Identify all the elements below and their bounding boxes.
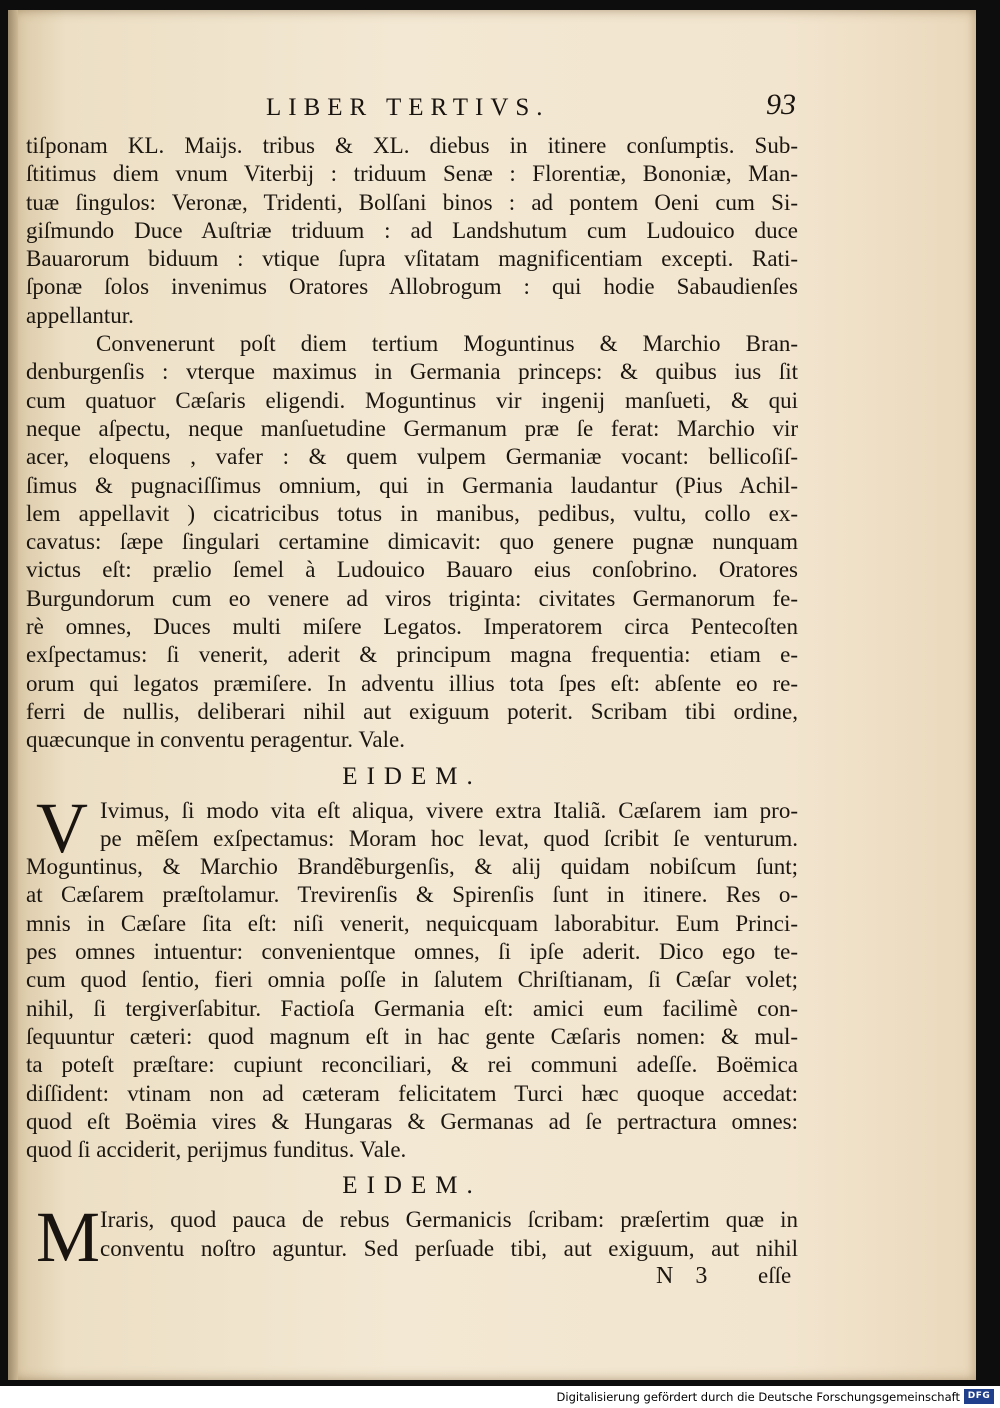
text-line: victus eſt: prælio ſemel à Ludouico Bauaro eius conſobrino. Oratores [26,557,798,583]
dfg-logo: DFG [964,1389,994,1404]
text-block [26,132,798,1293]
text-line: mnis in Cæſare ſita eſt: niſi venerit, nequicquam laborabitur. Eum Princi- [26,910,798,936]
text-line: ſponæ ſolos invenimus Oratores Allobrogum : qui hodie Sabaudienſes [26,274,798,300]
text-line: ſequuntur cæteri: quod magnum eſt in hac gente Cæſaris nomen: & mul- [26,1023,798,1049]
text-line: quod eſt Boëmia vires & Hungaras & Germanas ad ſe pertractura omnes: [26,1108,798,1134]
text-line: tuæ ſingulos: Veronæ, Tridenti, Bolſani binos : ad pontem Oeni cum Si- [26,189,798,215]
text-line: neque aſpectu, neque manſuetudine Germanum præ ſe ferat: Marchio vir [26,415,798,441]
paragraph-2 [26,330,798,754]
running-title: LIBER TERTIVS. [266,94,550,121]
text-line: conventu noſtro aguntur. Sed perſuade tibi, aut exiguum, aut nihil [100,1235,798,1261]
signature-line [26,1263,798,1293]
text-line: denburgenſis : vterque maximus in Germania princeps: & quibus ius ſit [26,359,798,385]
text-line: pe mẽſem exſpectamus: Moram hoc levat, quod ſcribit ſe venturum. [100,825,798,851]
book-page [8,10,976,1380]
text-line: acer, eloquens , vafer : & quem vulpem Germaniæ vocant: bellicoſiſ- [26,444,798,470]
text-line: Ivimus, ſi modo vita eſt aliqua, vivere extra Italiã. Cæſarem iam pro- [100,797,798,823]
text-line: cum quatuor Cæſaris eligendi. Moguntinus vir ingenij manſueti, & qui [26,387,798,413]
drop-cap-initial: M [36,1197,101,1278]
text-line: exſpectamus: ſi venerit, aderit & principum magna frequentia: etiam e- [26,642,798,668]
catchword: eſſe [758,1262,792,1288]
text-line: lem appellavit ) cicatricibus totus in manibus, pedibus, vultu, collo ex- [26,500,798,526]
text-line: Burgundorum cum eo venere ad viros triginta: civitates Germanorum fe- [26,585,798,611]
drop-cap-initial: V [36,787,88,868]
digitization-credit: Digitalisierung gefördert durch die Deutsche Forschungsgemeinschaft [556,1390,960,1404]
text-line: orum qui legatos præmiſere. In adventu illius tota ſpes eſt: abſente eo re- [26,670,798,696]
text-line: cum quod ſentio, fieri omnia poſſe in ſalutem Chriſtianam, ſi Cæſar volet; [26,967,798,993]
text-line: Moguntinus, & Marchio Brandẽburgenſis, & alij quidam nobiſcum ſunt; [26,854,798,880]
running-head [8,88,976,128]
letter-heading: EIDEM. [342,1172,482,1200]
text-line: ſtitimus diem vnum Viterbij : triduum Senæ : Florentiæ, Bononiæ, Man- [26,161,798,187]
text-line: quæcunque in conventu peragentur. Vale. [26,727,405,753]
paragraph-1 [26,132,798,330]
text-line: ta poteſt præſtare: cupiunt reconciliari, & rei communi adeſſe. Boëmica [26,1052,798,1078]
text-line: cavatus: ſæpe ſingulari certamine dimicavit: quo genere pugnæ nunquam [26,529,798,555]
text-line: ſimus & pugnaciſſimus omnium, qui in Germania laudantur (Pius Achil- [26,472,798,498]
page-number: 93 [766,88,796,121]
text-line: giſmundo Duce Auſtriæ triduum : ad Landshutum cum Ludouico duce [26,217,798,243]
text-line: tiſponam KL. Maijs. tribus & XL. diebus in itinere conſumptis. Sub- [26,133,798,158]
letter-heading: EIDEM. [342,762,482,790]
letter-2 [26,787,798,1165]
page-gutter-edge [8,10,18,1380]
text-line: Convenerunt poſt diem tertium Moguntinus & Marchio Bran- [96,331,798,357]
text-line: ferri de nullis, deliberari nihil aut exiguum poterit. Scribam tibi ordine, [26,698,798,724]
text-line: Iraris, quod pauca de rebus Germanicis ſcribam: præſertim quæ in [100,1207,798,1233]
text-line: diſſident: vtinam non ad cæteram felicitatem Turci hæc quoque accedat: [26,1080,798,1106]
text-line: nihil, ſi tergiverſabitur. Factioſa Germania eſt: amici eum facilimè con- [26,995,798,1021]
text-line: rè omnes, Duces multi miſere Legatos. Imperatorem circa Pentecoſten [26,614,798,640]
footer-bar [0,1386,1000,1408]
text-line: Bauarorum biduum : vtique ſupra vſitatam magnificentiam excepti. Rati- [26,246,798,272]
text-line: pes omnes intuentur: convenientque omnes, ſi ipſe aderit. Dico ego te- [26,939,798,965]
text-line: quod ſi acciderit, perijmus funditus. Vale. [26,1137,407,1163]
text-line: appellantur. [26,302,134,328]
signature-mark: N 3 [656,1262,716,1289]
text-line: at Cæſarem præſtolamur. Trevirenſis & Spirenſis ſunt in itinere. Res o- [26,882,798,908]
